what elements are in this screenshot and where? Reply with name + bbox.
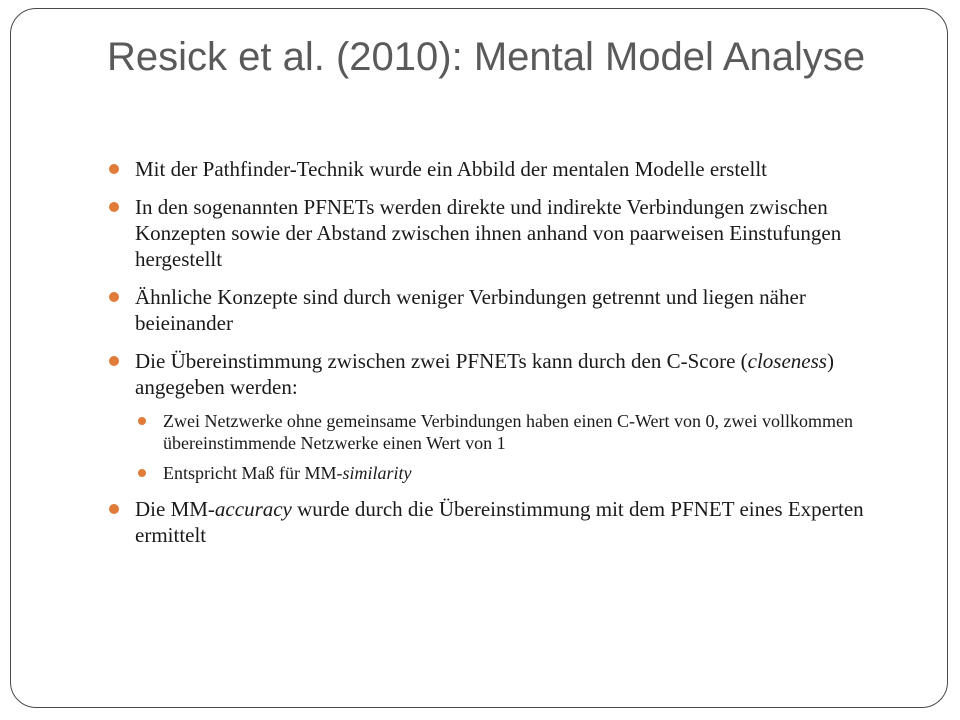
- sub-bullet-text: Zwei Netzwerke ohne gemeinsame Verbindungen haben einen C-Wert von 0, zwei vollkommen übereinstimmende Netzwerke einen Wert von 1: [163, 411, 854, 453]
- bullet-item: [107, 284, 907, 336]
- bullet-dot-icon: [109, 164, 119, 174]
- bullet-list: [107, 156, 907, 548]
- sub-bullet-dot-icon: [138, 417, 146, 425]
- bullet-item: [107, 348, 907, 484]
- sub-bullet-text-part: Entspricht Maß für MM-: [163, 463, 343, 483]
- bullet-item: [107, 156, 907, 182]
- bullet-text-part: ) angegeben werden:: [135, 349, 834, 399]
- sub-bullet-item: [135, 410, 907, 454]
- bullet-text-italic: accuracy: [214, 497, 292, 521]
- bullet-dot-icon: [109, 504, 119, 514]
- bullet-item: [107, 496, 907, 548]
- slide-title: Resick et al. (2010): Mental Model Analyse: [107, 35, 866, 79]
- sub-bullet-list: [135, 410, 907, 484]
- sub-bullet-text: [163, 463, 412, 483]
- bullet-dot-icon: [109, 292, 119, 302]
- bullet-dot-icon: [109, 356, 119, 366]
- bullet-text: [135, 349, 834, 399]
- bullet-text-italic: closeness: [747, 349, 827, 373]
- bullet-text: Ähnliche Konzepte sind durch weniger Verbindungen getrennt und liegen näher beieinander: [135, 285, 806, 335]
- bullet-text-part: Die Übereinstimmung zwischen zwei PFNETs kann durch den C-Score (: [135, 349, 748, 373]
- bullet-item: [107, 194, 907, 272]
- sub-bullet-item: [135, 462, 907, 484]
- bullet-text-part: Die MM-: [135, 497, 215, 521]
- bullet-text: [135, 497, 864, 547]
- bullet-text: Mit der Pathfinder-Technik wurde ein Abbild der mentalen Modelle erstellt: [135, 157, 768, 181]
- sub-bullet-dot-icon: [138, 469, 146, 477]
- bullet-text: In den sogenannten PFNETs werden direkte und indirekte Verbindungen zwischen Konzepten sowie der Abstand zwischen ihnen anhand von paarweisen Einstufungen hergestellt: [135, 195, 842, 271]
- bullet-dot-icon: [109, 202, 119, 212]
- bullet-text-part: wurde durch die Übereinstimmung mit dem PFNET eines Experten ermittelt: [135, 497, 864, 547]
- sub-bullet-text-italic: similarity: [342, 463, 412, 483]
